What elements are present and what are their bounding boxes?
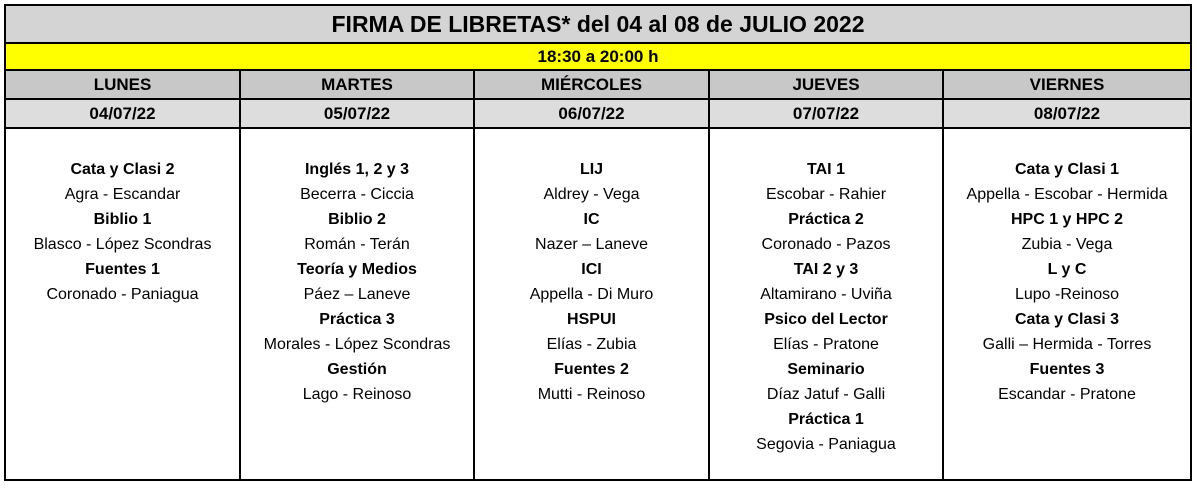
subject-label: Teoría y Medios bbox=[297, 261, 417, 278]
subject-label: Fuentes 1 bbox=[85, 261, 160, 278]
staff-names: Zubia - Vega bbox=[1021, 236, 1113, 253]
date-viernes: 08/07/22 bbox=[943, 99, 1191, 128]
staff-names: Appella - Di Muro bbox=[529, 286, 654, 303]
subject-label: LIJ bbox=[579, 161, 604, 178]
staff-names: Altamirano - Uviña bbox=[760, 286, 892, 303]
subject-label: L y C bbox=[1047, 261, 1087, 278]
day-header-martes: MARTES bbox=[240, 70, 474, 99]
title-row bbox=[5, 5, 1191, 43]
staff-names: Elías - Zubia bbox=[546, 336, 637, 353]
subject-label: Práctica 1 bbox=[788, 411, 864, 428]
subject-label: Biblio 1 bbox=[93, 211, 152, 228]
staff-names: Blasco - López Scondras bbox=[33, 236, 212, 253]
staff-names: Agra - Escandar bbox=[64, 186, 181, 203]
day-header-row bbox=[5, 70, 1191, 99]
schedule-table bbox=[4, 4, 1192, 481]
date-lunes: 04/07/22 bbox=[5, 99, 240, 128]
date-row bbox=[5, 99, 1191, 128]
staff-names: Coronado - Pazos bbox=[761, 236, 891, 253]
subject-label: Inglés 1, 2 y 3 bbox=[304, 161, 410, 178]
page-title: FIRMA DE LIBRETAS* del 04 al 08 de JULIO 2022 bbox=[5, 5, 1191, 43]
staff-names: Román - Terán bbox=[304, 236, 410, 253]
date-martes: 05/07/22 bbox=[240, 99, 474, 128]
subject-label: TAI 2 y 3 bbox=[793, 261, 859, 278]
day-header-jueves: JUEVES bbox=[709, 70, 943, 99]
subject-label: Psico del Lector bbox=[764, 311, 888, 328]
staff-names: Lupo -Reinoso bbox=[1014, 286, 1120, 303]
subject-label: Cata y Clasi 3 bbox=[1014, 311, 1120, 328]
day-header-viernes: VIERNES bbox=[943, 70, 1191, 99]
subject-label: TAI 1 bbox=[807, 161, 845, 178]
staff-names: Becerra - Ciccia bbox=[300, 186, 414, 203]
subject-label: Fuentes 2 bbox=[554, 361, 629, 378]
staff-names: Aldrey - Vega bbox=[543, 186, 640, 203]
hours-banner: 18:30 a 20:00 h bbox=[5, 43, 1191, 70]
staff-names: Elías - Pratone bbox=[773, 336, 879, 353]
staff-names: Nazer – Laneve bbox=[535, 236, 648, 253]
staff-names: Morales - López Scondras bbox=[263, 336, 451, 353]
subject-label: ICI bbox=[581, 261, 602, 278]
staff-names: Mutti - Reinoso bbox=[537, 386, 646, 403]
subject-label: HPC 1 y HPC 2 bbox=[1010, 211, 1124, 228]
subject-label: Seminario bbox=[787, 361, 865, 378]
subject-label: Práctica 3 bbox=[319, 311, 395, 328]
day-cell-martes bbox=[240, 128, 474, 480]
staff-names: Segovia - Paniagua bbox=[756, 436, 896, 453]
subject-label: Gestión bbox=[327, 361, 387, 378]
staff-names: Appella - Escobar - Hermida bbox=[966, 186, 1168, 203]
day-cell-miercoles bbox=[474, 128, 709, 480]
staff-names: Escobar - Rahier bbox=[765, 186, 887, 203]
date-jueves: 07/07/22 bbox=[709, 99, 943, 128]
day-cell-lunes bbox=[5, 128, 240, 480]
staff-names: Lago - Reinoso bbox=[302, 386, 412, 403]
day-header-miercoles: MIÉRCOLES bbox=[474, 70, 709, 99]
subject-label: IC bbox=[583, 211, 600, 228]
staff-names: Páez – Laneve bbox=[303, 286, 411, 303]
day-header-lunes: LUNES bbox=[5, 70, 240, 99]
date-miercoles: 06/07/22 bbox=[474, 99, 709, 128]
day-cell-jueves bbox=[709, 128, 943, 480]
staff-names: Coronado - Paniagua bbox=[46, 286, 199, 303]
subject-label: Práctica 2 bbox=[788, 211, 864, 228]
subject-label: Fuentes 3 bbox=[1029, 361, 1105, 378]
subject-label: Cata y Clasi 2 bbox=[70, 161, 175, 178]
hours-row bbox=[5, 43, 1191, 70]
staff-names: Díaz Jatuf - Galli bbox=[766, 386, 886, 403]
subject-label: HSPUI bbox=[567, 311, 616, 328]
subject-label: Biblio 2 bbox=[328, 211, 386, 228]
entries-row bbox=[5, 128, 1191, 480]
day-cell-viernes bbox=[943, 128, 1191, 480]
staff-names: Galli – Hermida - Torres bbox=[982, 336, 1152, 353]
staff-names: Escandar - Pratone bbox=[998, 386, 1136, 403]
schedule-sheet bbox=[4, 4, 1190, 493]
subject-label: Cata y Clasi 1 bbox=[1014, 161, 1120, 178]
